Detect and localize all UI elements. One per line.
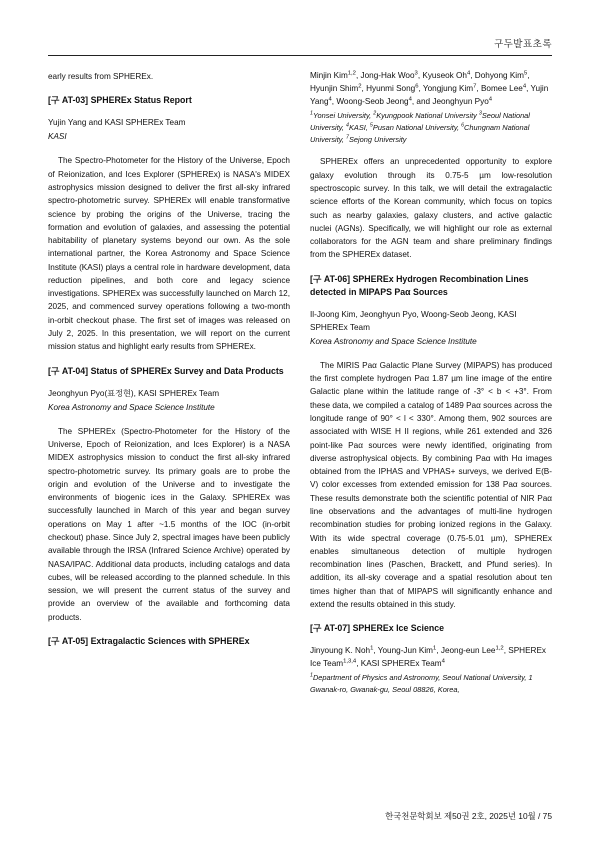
talk-affiliations-at-05: $^1$Yonsei University, $^2$Kyungpook National University $^3$Seoul National University, $^4$KASI, $^5$Pusan National University, $^6$Chungnam National University, $^7$Sejong University (310, 110, 530, 144)
two-column-body (48, 70, 552, 785)
talk-abstract-at-04: The SPHEREx (Spectro-Photometer for the History of the Universe, Epoch of Reionization, and Ices Explorer) is a NASA MIDEX astrophysics mission to conduct the first all-sky infrared spectro-photometric survey. Its primary goals are to probe the origin and evolution of the Universe and to investigate the environments of biogenic ices in the Galaxy. SPHEREx was successfully launched in March of this year and began survey operations on May 1 after ~1.5 months of the IOC (in-orbit checkout) phase. Since July 2, spectral images have been publicly available through the IRSA (Infrared Science Archive) operated by NASA/IPAC. Additional data products, including catalogs and data cubes, will be released according to the planned schedule. In this session, we will present the current status of the survey and provide an overview of the available and forthcoming data products. (48, 426, 290, 622)
talk-heading-at-03 (48, 94, 290, 107)
talk-authors-at-04: Jeonghyun Pyo(표정현), KASI SPHEREx Team (48, 388, 220, 398)
talk-code: [구 AT-04] (48, 365, 89, 376)
talk-authors-at-05: Minjin Kim$^{1,2}$, Jong-Hak Woo$^3$, Kyuseok Oh$^4$, Dohyong Kim$^5$, Hyunjin Shim$^2$, Hyunmi Song$^6$, Yongjung Kim$^7$, Bomee Lee$^4$, Yujin Yang$^4$, Woong-Seob Jeong$^4$, and Jeonghyun Pyo$^4$ (310, 70, 549, 106)
talk-heading-at-04 (48, 365, 290, 378)
talk-title-text: SPHEREx Status Report (90, 95, 192, 106)
right-column (310, 70, 552, 785)
talk-abstract-at-03: The Spectro-Photometer for the History of the Universe, Epoch of Reionization, and Ices Explorer (SPHEREx) is NASA's MIDEX astrophysics mission designed to deliver the first all-sky infrared spectro-photometric survey. SPHEREx will enable transformative science by probing the origins of the Universe, tracing the formation and evolution of galaxies, and assessing the potential habitability of planetary systems beyond our own. As the sole international partner, the Korea Astronomy and Space Science Institute (KASI) plays a central role in hardware development, data reduction pipelines, and both core and legacy science investigations. SPHEREx was successfully launched on March 12, 2025, and commenced survey operations following a two-month in-orbit checkout phase. The first set of images was released on July 2, 2025. In this presentation, we will report on the current mission status and highlight early results from SPHEREx. (48, 156, 290, 352)
talk-title-text: Status of SPHEREx Survey and Data Products (90, 365, 284, 376)
talk-affiliation-at-06: Korea Astronomy and Space Science Institute (310, 336, 477, 346)
talk-affiliation-at-07: $^1$Department of Physics and Astronomy, Seoul National University, 1 Gwanak-ro, Gwanak-gu, Seoul 08826, Korea, (310, 672, 533, 695)
talk-abstract-at-06: The MIRIS Paα Galactic Plane Survey (MIPAPS) has produced the first complete hydrogen Paα 1.87 µm line image of the entire Galactic plane within the latitude range of -3° < b < +3°. From these data, we compiled a catalog of 1489 Paα sources across the longitude range of 90° < l < 330°. Among them, 902 sources are associated with WISE H II regions, while 261 extended and 326 point-like Paα sources were newly identified, originating from diverse astrophysical objects. By combining Paα with Hα images obtained from the IPHAS and VPHAS+ surveys, we derived E(B-V) color excesses from extended emission for 138 Paα sources. These results demonstrate both the scientific potential of NIR Paα line observations and the advantages of multi-line hydrogen recombination studies for probing ionized regions in the Galaxy. With its wide spectral coverage (0.75-5.01 µm), SPHEREx enables simultaneous detection of multiple hydrogen recombination lines (Paschen, Brackett, and Pfund series). In addition, its all-sky coverage and a spatial resolution about ten times higher than that of MIPAPS will significantly enhance and extend the results obtained in this study. (310, 360, 552, 609)
talk-affiliation-at-03: KASI (48, 132, 67, 142)
talk-affiliation-at-04: Korea Astronomy and Space Science Institute (48, 402, 215, 412)
talk-title-text: SPHEREx Ice Science (352, 623, 445, 634)
talk-code: [구 AT-05] (48, 635, 89, 646)
talk-code: [구 AT-03] (48, 95, 89, 106)
talk-abstract-at-05: SPHEREx offers an unprecedented opportunity to explore galaxy evolution through its 0.75-5 µm low-resolution spectroscopic survey. In this talk, we will detail the extragalactic science efforts of the Korean community, which focus on topics such as nearby galaxies, galaxy clusters, and active galactic nuclei (AGNs). Specifically, we will highlight our role as external collaborators for the AGN team and share preliminary findings from the SPHEREx dataset. (310, 157, 552, 260)
continued-paragraph: early results from SPHEREx. (48, 72, 154, 81)
talk-title-text: SPHEREx Hydrogen Recombination Lines detected in MIPAPS Paα Sources (310, 273, 529, 297)
talk-code: [구 AT-06] (310, 273, 351, 284)
running-header: 구두발표초록 (493, 39, 552, 50)
left-column (48, 70, 290, 785)
talk-heading-at-07 (310, 622, 552, 635)
talk-heading-at-06 (310, 273, 552, 299)
page-footer: 한국천문학회보 제50권 2호, 2025년 10월 / 75 (385, 811, 552, 821)
talk-authors-at-03: Yujin Yang and KASI SPHEREx Team (48, 118, 186, 128)
talk-authors-at-06: Il-Joong Kim, Jeonghyun Pyo, Woong-Seob Jeong, KASI SPHEREx Team (310, 310, 517, 332)
talk-title-text: Extragalactic Sciences with SPHEREx (90, 635, 250, 646)
talk-heading-at-05 (48, 635, 290, 648)
header-rule (48, 55, 552, 56)
talk-authors-at-07: Jinyoung K. Noh$^1$, Young-Jun Kim$^1$, Jeong-eun Lee$^{1,2}$, SPHEREx Ice Team$^{1,3,4}$, KASI SPHEREx Team$^4$ (310, 645, 547, 669)
talk-code: [구 AT-07] (310, 623, 351, 634)
